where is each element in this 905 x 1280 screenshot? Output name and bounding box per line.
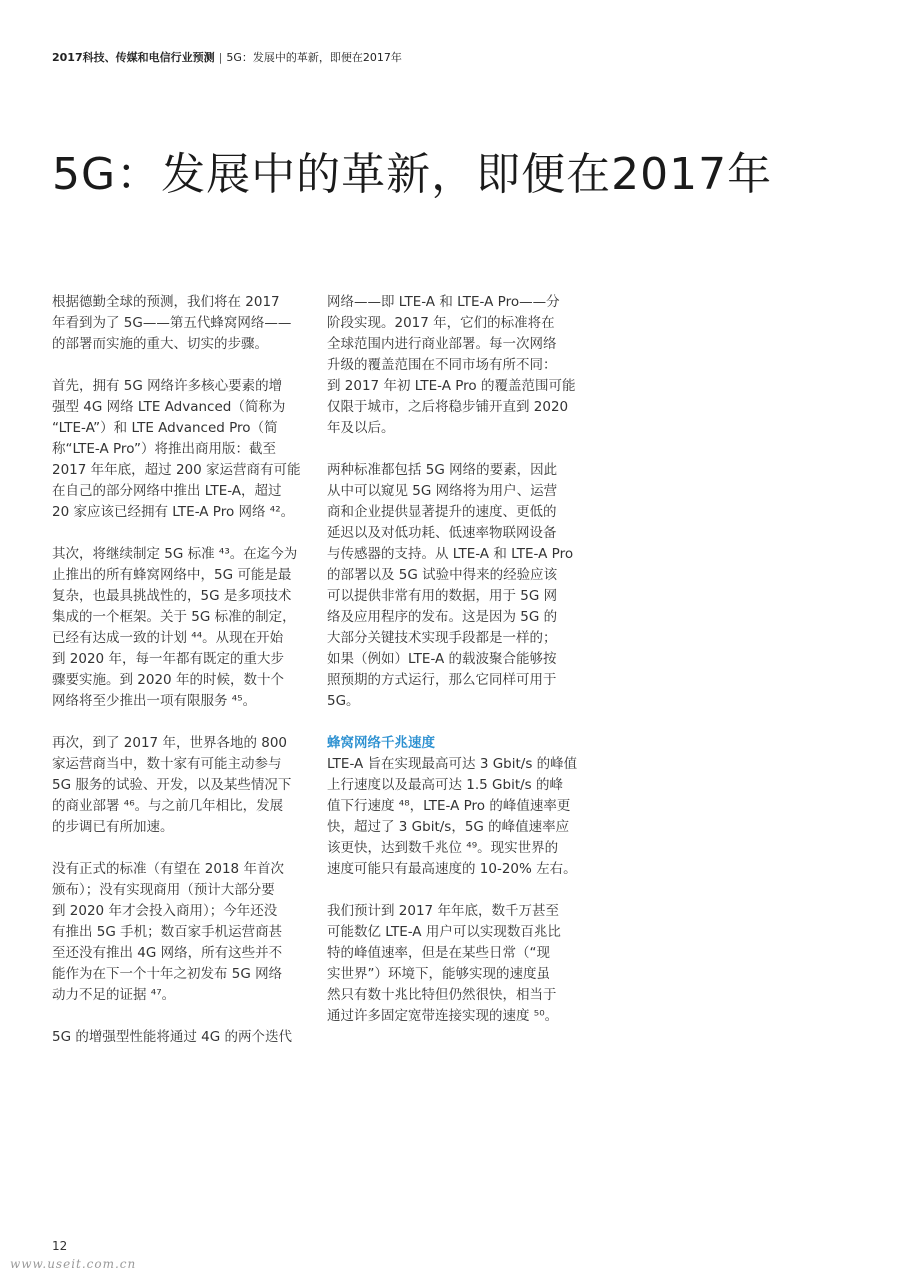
text-line: 再次，到了 2017 年，世界各地的 800 bbox=[52, 735, 287, 751]
text-line: 如果（例如）LTE-A 的载波聚合能够按 bbox=[327, 651, 557, 667]
text-line: 强型 4G 网络 LTE Advanced（简称为 bbox=[52, 399, 286, 415]
text-line: LTE-A 旨在实现最高可达 3 Gbit/s 的峰值 bbox=[327, 756, 578, 772]
text-line: 集成的一个框架。关于 5G 标准的制定， bbox=[52, 609, 296, 625]
paragraph bbox=[327, 901, 579, 1027]
left-column bbox=[52, 292, 304, 1069]
paragraph bbox=[52, 1027, 304, 1048]
text-line: 与传感器的支持。从 LTE-A 和 LTE-A Pro bbox=[327, 546, 574, 562]
text-line: 速度可能只有最高速度的 10-20% 左右。 bbox=[327, 861, 577, 877]
page-number: 12 bbox=[52, 1239, 68, 1253]
text-line: 5G 服务的试验、开发，以及某些情况下 bbox=[52, 777, 292, 793]
text-line: 止推出的所有蜂窝网络中，5G 可能是最 bbox=[52, 567, 292, 583]
text-line: 到 2020 年才会投入商用）；今年还没 bbox=[52, 903, 278, 919]
text-line: 5G 的增强型性能将通过 4G 的两个迭代 bbox=[52, 1029, 292, 1045]
text-line: 照预期的方式运行，那么它同样可用于 bbox=[327, 672, 557, 688]
text-line: 年看到为了 5G——第五代蜂窝网络—— bbox=[52, 315, 292, 331]
text-line: 延迟以及对低功耗、低速率物联网设备 bbox=[327, 525, 557, 541]
text-line: 从中可以窥见 5G 网络将为用户、运营 bbox=[327, 483, 558, 499]
text-line: 已经有达成一致的计划 ⁴⁴。从现在开始 bbox=[52, 630, 284, 646]
text-line: 通过许多固定宽带连接实现的速度 ⁵⁰。 bbox=[327, 1008, 559, 1024]
report-title: 2017科技、传媒和电信行业预测 bbox=[52, 51, 215, 64]
text-line: 根据德勤全球的预测，我们将在 2017 bbox=[52, 294, 280, 310]
text-line: 骤要实施。到 2020 年的时候，数十个 bbox=[52, 672, 284, 688]
text-line: 可能数亿 LTE-A 用户可以实现数百兆比 bbox=[327, 924, 561, 940]
paragraph bbox=[52, 733, 304, 838]
text-line: 特的峰值速率，但是在某些日常（“现 bbox=[327, 945, 550, 961]
running-header bbox=[52, 49, 402, 65]
text-line: 到 2017 年初 LTE-A Pro 的覆盖范围可能 bbox=[327, 378, 576, 394]
text-line: 快，超过了 3 Gbit/s，5G 的峰值速率应 bbox=[327, 819, 570, 835]
text-line: 的部署以及 5G 试验中得来的经验应该 bbox=[327, 567, 558, 583]
text-line: 大部分关键技术实现手段都是一样的； bbox=[327, 630, 557, 646]
text-line: 上行速度以及最高可达 1.5 Gbit/s 的峰 bbox=[327, 777, 563, 793]
text-line: 的商业部署 ⁴⁶。与之前几年相比，发展 bbox=[52, 798, 284, 814]
text-line: 复杂，也最具挑战性的，5G 是多项技术 bbox=[52, 588, 292, 604]
watermark: www.useit.com.cn bbox=[10, 1257, 137, 1271]
text-line: 的部署而实施的重大、切实的步骤。 bbox=[52, 336, 268, 352]
text-line: 5G。 bbox=[327, 693, 360, 709]
text-line: 2017 年年底，超过 200 家运营商有可能 bbox=[52, 462, 301, 478]
text-line: 可以提供非常有用的数据，用于 5G 网 bbox=[327, 588, 558, 604]
header-separator: | bbox=[218, 51, 223, 64]
text-line: 阶段实现。2017 年，它们的标准将在 bbox=[327, 315, 555, 331]
paragraph bbox=[327, 460, 579, 712]
right-column bbox=[327, 292, 579, 1048]
section-name: 5G：发展中的革新，即便在2017年 bbox=[226, 51, 402, 64]
text-line: “LTE-A”）和 LTE Advanced Pro（简 bbox=[52, 420, 278, 436]
text-line: 网络——即 LTE-A 和 LTE-A Pro——分 bbox=[327, 294, 560, 310]
text-line: 然只有数十兆比特但仍然很快，相当于 bbox=[327, 987, 557, 1003]
text-line: 至还没有推出 4G 网络，所有这些并不 bbox=[52, 945, 283, 961]
page-title: 5G：发展中的革新，即便在2017年 bbox=[52, 149, 773, 200]
text-line: 我们预计到 2017 年年底，数千万甚至 bbox=[327, 903, 559, 919]
text-line: 升级的覆盖范围在不同市场有所不同： bbox=[327, 357, 557, 373]
text-line: 其次，将继续制定 5G 标准 ⁴³。在迄今为 bbox=[52, 546, 298, 562]
text-line: 两种标准都包括 5G 网络的要素，因此 bbox=[327, 462, 558, 478]
text-line: 有推出 5G 手机；数百家手机运营商甚 bbox=[52, 924, 283, 940]
text-line: 到 2020 年，每一年都有既定的重大步 bbox=[52, 651, 284, 667]
text-line: 的步调已有所加速。 bbox=[52, 819, 174, 835]
text-line: 20 家应该已经拥有 LTE-A Pro 网络 ⁴²。 bbox=[52, 504, 295, 520]
text-line: 实世界”）环境下，能够实现的速度虽 bbox=[327, 966, 550, 982]
text-line: 仅限于城市，之后将稳步铺开直到 2020 bbox=[327, 399, 569, 415]
text-line: 能作为在下一个十年之初发布 5G 网络 bbox=[52, 966, 283, 982]
paragraph bbox=[327, 292, 579, 439]
text-line: 家运营商当中，数十家有可能主动参与 bbox=[52, 756, 282, 772]
paragraph bbox=[52, 292, 304, 355]
text-line: 称“LTE-A Pro”）将推出商用版：截至 bbox=[52, 441, 276, 457]
text-line: 首先，拥有 5G 网络许多核心要素的增 bbox=[52, 378, 283, 394]
text-line: 动力不足的证据 ⁴⁷。 bbox=[52, 987, 176, 1003]
section-subheading: 蜂窝网络千兆速度 bbox=[327, 735, 435, 751]
paragraph bbox=[327, 733, 579, 880]
text-line: 颁布）；没有实现商用（预计大部分要 bbox=[52, 882, 275, 898]
paragraph bbox=[52, 544, 304, 712]
text-line: 没有正式的标准（有望在 2018 年首次 bbox=[52, 861, 284, 877]
text-line: 该更快，达到数千兆位 ⁴⁹。现实世界的 bbox=[327, 840, 559, 856]
text-line: 商和企业提供显著提升的速度、更低的 bbox=[327, 504, 557, 520]
text-line: 全球范围内进行商业部署。每一次网络 bbox=[327, 336, 557, 352]
paragraph bbox=[52, 859, 304, 1006]
text-line: 值下行速度 ⁴⁸，LTE-A Pro 的峰值速率更 bbox=[327, 798, 571, 814]
text-line: 年及以后。 bbox=[327, 420, 395, 436]
text-line: 在自己的部分网络中推出 LTE-A，超过 bbox=[52, 483, 282, 499]
text-line: 络及应用程序的发布。这是因为 5G 的 bbox=[327, 609, 558, 625]
paragraph bbox=[52, 376, 304, 523]
text-line: 网络将至少推出一项有限服务 ⁴⁵。 bbox=[52, 693, 257, 709]
